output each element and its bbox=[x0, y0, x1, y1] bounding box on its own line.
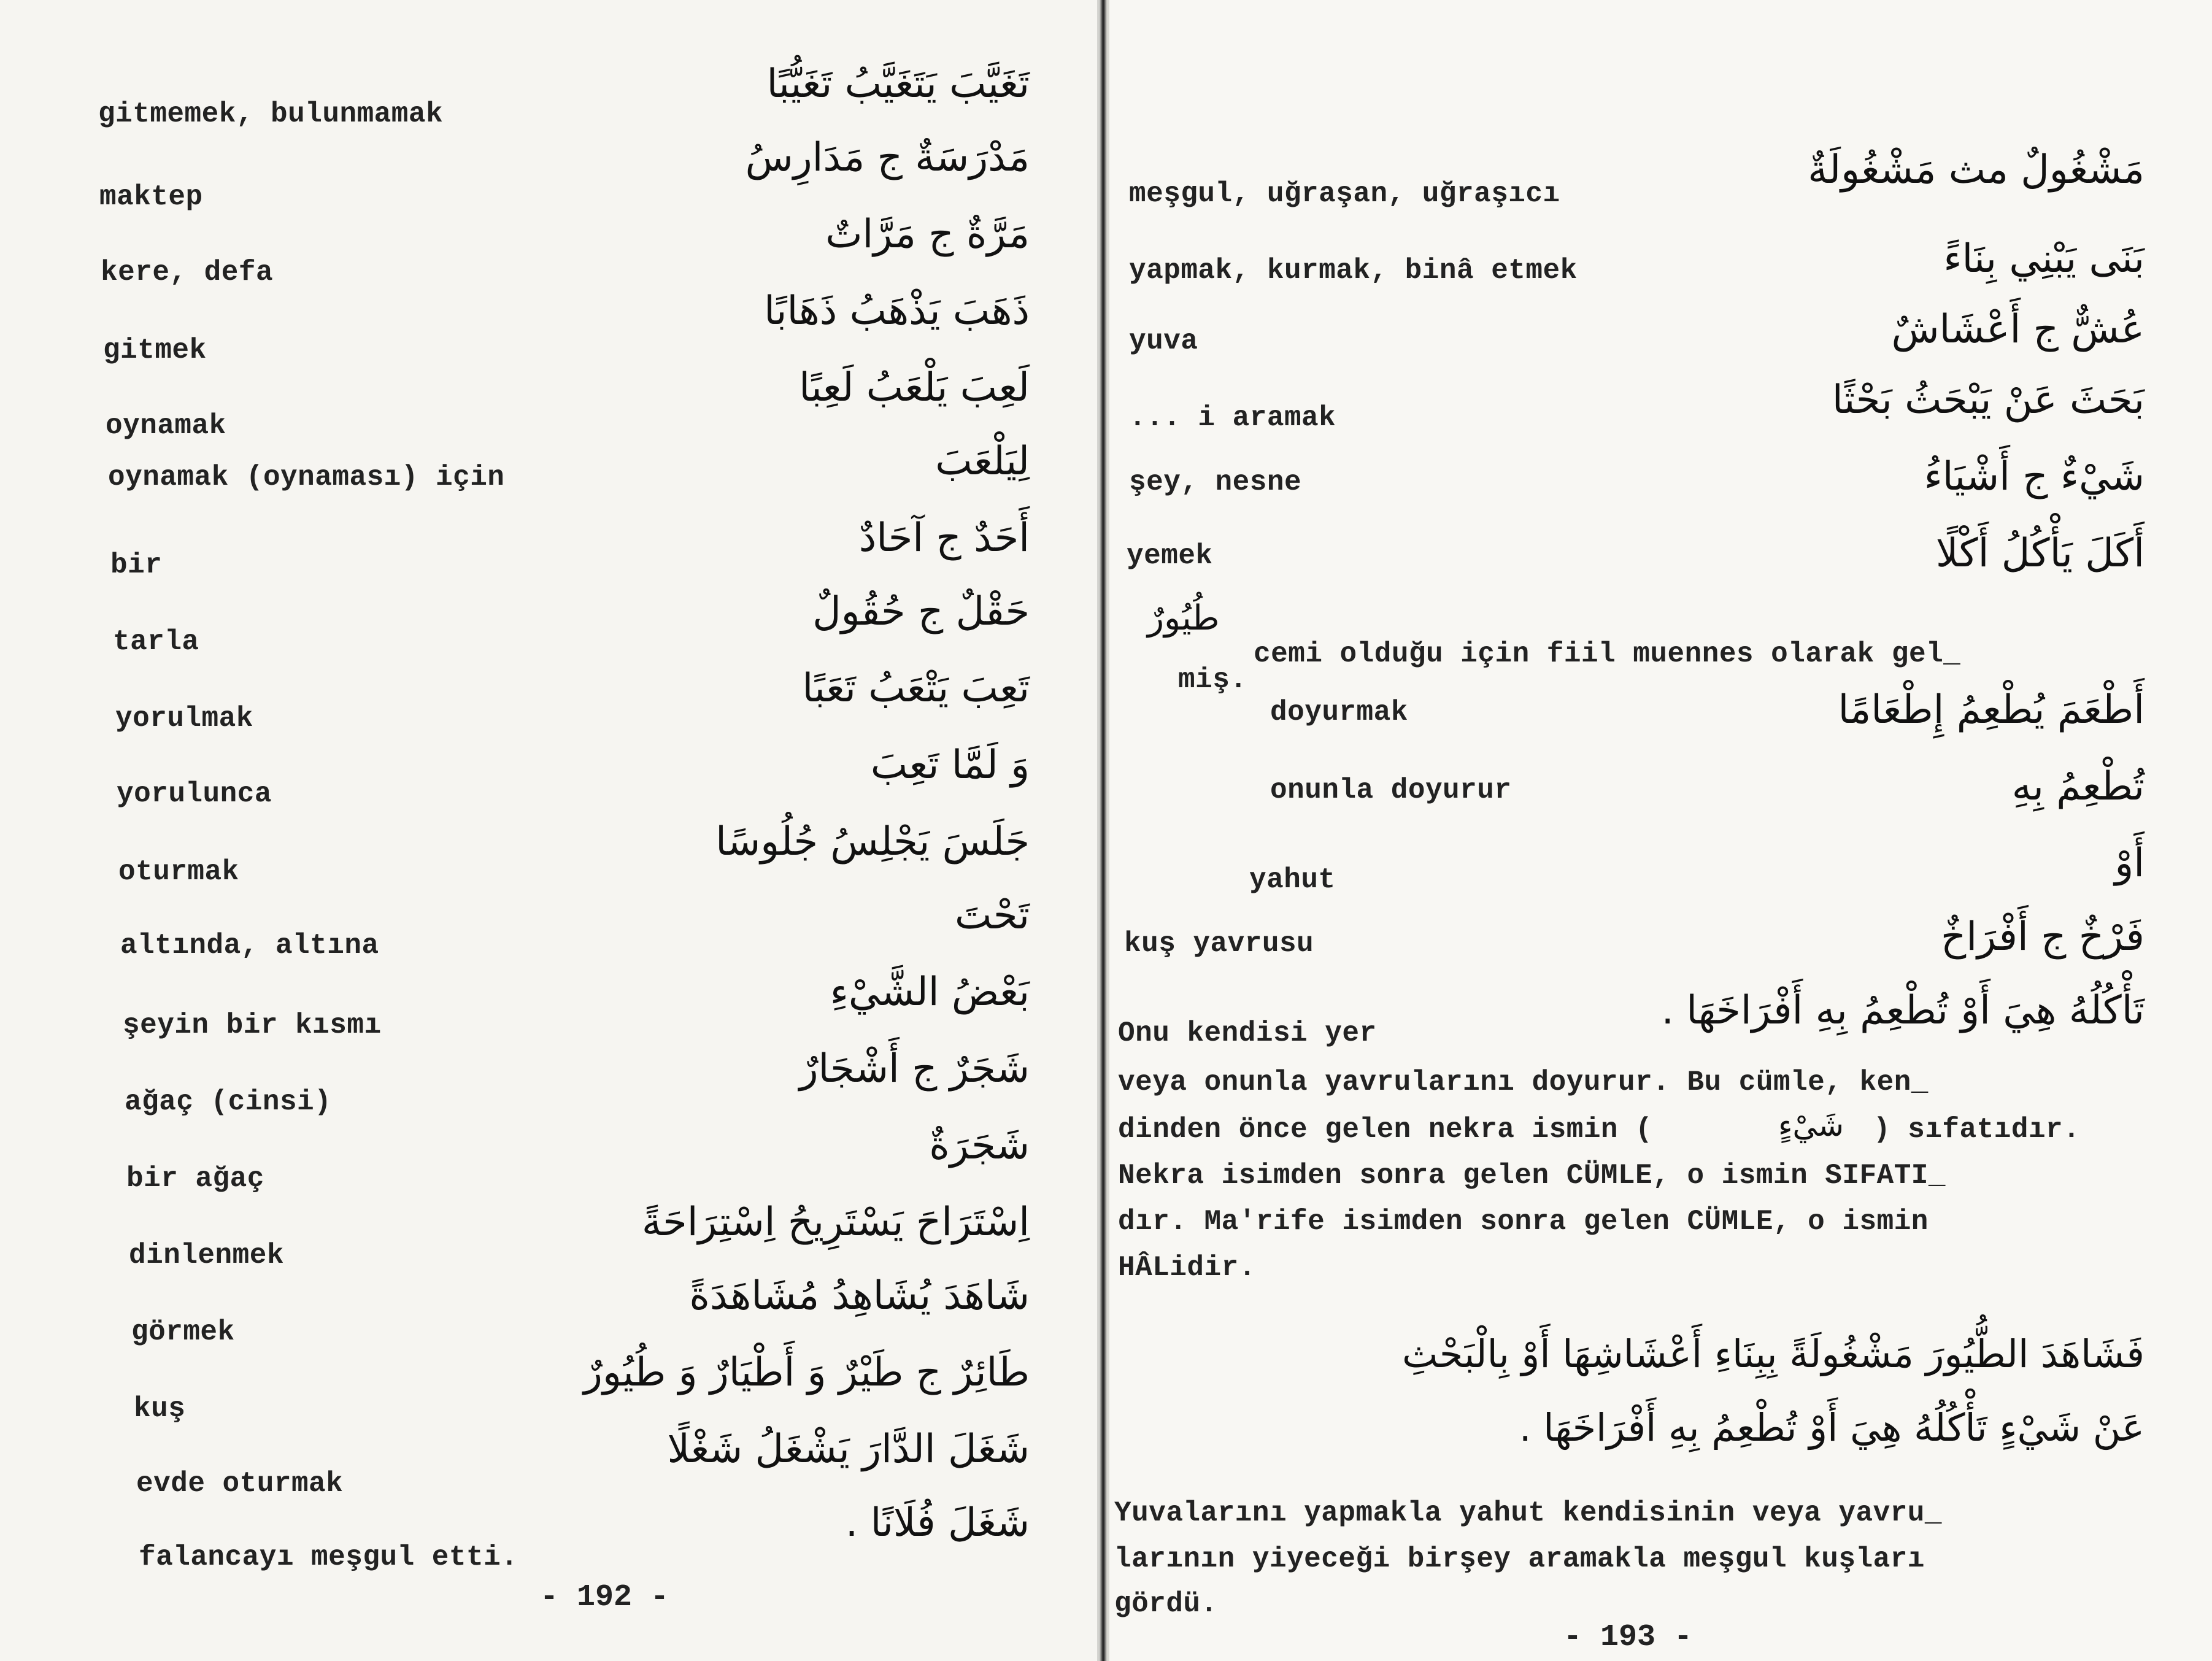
note-text: cemi olduğu için fiil muennes olarak gel_ bbox=[1254, 638, 1961, 670]
turkish-meaning: oynamak bbox=[106, 410, 226, 442]
turkish-meaning: dinlenmek bbox=[129, 1239, 284, 1271]
paragraph-line: veya onunla yavrularını doyurur. Bu cümle, ken_ bbox=[1118, 1066, 1929, 1098]
arabic-word: تَعِبَ يَتْعَبُ تَعَبًا bbox=[802, 666, 1030, 711]
arabic-word: شَغَلَ فُلَانًا . bbox=[845, 1500, 1030, 1546]
arabic-word: اِسْتَرَاحَ يَسْتَرِيحُ اِسْتِرَاحَةً bbox=[641, 1200, 1030, 1245]
turkish-meaning: gitmek bbox=[103, 334, 207, 366]
arabic-word: لَعِبَ يَلْعَبُ لَعِبًا bbox=[799, 365, 1030, 410]
paragraph-line: HÂLidir. bbox=[1118, 1252, 1256, 1284]
arabic-word: شَيْءٌ ج أَشْيَاءُ bbox=[1924, 454, 2145, 499]
arabic-word: مَدْرَسَةٌ ج مَدَارِسُ bbox=[745, 135, 1030, 180]
turkish-meaning: altında, altına bbox=[120, 930, 379, 962]
turkish-meaning: yuva bbox=[1129, 325, 1198, 357]
arabic-sentence: فَشَاهَدَ الطُّيُورَ مَشْغُولَةً بِبِنَاءِ أَعْشَاشِهَا أَوْ بِالْبَحْثِ bbox=[1402, 1331, 2145, 1376]
arabic-sentence: عَنْ شَيْءٍ تَأْكُلُهُ هِيَ أَوْ تُطْعِمُ بِهِ أَفْرَاخَهَا . bbox=[1519, 1405, 2145, 1450]
turkish-meaning: ağaç (cinsi) bbox=[125, 1086, 332, 1118]
paragraph-line: larının yiyeceği birşey aramakla meşgul kuşları bbox=[1114, 1543, 1925, 1575]
paragraph-line: ) sıfatıdır. bbox=[1873, 1114, 2081, 1146]
arabic-word: بَحَثَ عَنْ يَبْحَثُ بَحْثًا bbox=[1832, 377, 2145, 423]
arabic-word: تَغَيَّبَ يَتَغَيَّبُ تَغَيُّبًا bbox=[766, 61, 1030, 107]
turkish-meaning: görmek bbox=[131, 1316, 235, 1348]
arabic-word: أَوْ bbox=[2114, 841, 2145, 886]
turkish-meaning: falancayı meşgul etti. bbox=[139, 1541, 518, 1573]
arabic-word: بَنَى يَبْنِي بِنَاءً bbox=[1943, 236, 2145, 282]
arabic-inline-word: شَيْءٍ bbox=[1778, 1108, 1844, 1143]
arabic-word: جَلَسَ يَجْلِسُ جُلُوسًا bbox=[715, 819, 1030, 865]
arabic-word: ذَهَبَ يَذْهَبُ ذَهَابًا bbox=[764, 288, 1030, 334]
paragraph-line: Yuvalarını yapmakla yahut kendisinin veya yavru_ bbox=[1114, 1497, 1943, 1529]
arabic-word: شَاهَدَ يُشَاهِدُ مُشَاهَدَةً bbox=[689, 1273, 1030, 1319]
turkish-meaning: oynamak (oynaması) için bbox=[108, 461, 505, 493]
page-number: - 192 - bbox=[540, 1580, 669, 1615]
arabic-word: مَرَّةٌ ج مَرَّاتٌ bbox=[825, 212, 1030, 257]
turkish-meaning: kere, defa bbox=[101, 256, 274, 288]
turkish-meaning: oturmak bbox=[118, 856, 239, 888]
arabic-word: شَجَرَةٌ bbox=[929, 1123, 1030, 1168]
turkish-meaning: şeyin bir kısmı bbox=[123, 1009, 382, 1041]
arabic-sentence: تَأْكُلُهُ هِيَ أَوْ تُطْعِمُ بِهِ أَفْرَاخَهَا . bbox=[1661, 988, 2145, 1033]
turkish-meaning: bir bbox=[110, 549, 163, 581]
turkish-meaning: doyurmak bbox=[1270, 696, 1408, 728]
paragraph-line: dır. Ma'rife isimden sonra gelen CÜMLE, o ismin bbox=[1118, 1206, 1929, 1238]
turkish-meaning: evde oturmak bbox=[136, 1468, 344, 1500]
arabic-word: أَكَلَ يَأْكُلُ أَكْلًا bbox=[1935, 531, 2145, 576]
note-text: miş. bbox=[1178, 664, 1247, 696]
turkish-meaning: meşgul, uğraşan, uğraşıcı bbox=[1129, 178, 1560, 210]
left-page bbox=[0, 0, 1097, 1661]
arabic-word: أَحَدٌ ج آحَادٌ bbox=[858, 515, 1030, 561]
paragraph-line: gördü. bbox=[1114, 1588, 1218, 1620]
turkish-meaning: gitmemek, bulunmamak bbox=[98, 98, 444, 130]
arabic-word: شَغَلَ الدَّارَ يَشْغَلُ شَغْلًا bbox=[667, 1427, 1030, 1472]
arabic-word: أَطْعَمَ يُطْعِمُ إِطْعَامًا bbox=[1838, 687, 2145, 733]
page-number: - 193 - bbox=[1563, 1620, 1693, 1655]
turkish-meaning: tarla bbox=[113, 626, 199, 658]
arabic-word: لِيَلْعَبَ bbox=[935, 439, 1030, 484]
turkish-meaning: yapmak, kurmak, binâ etmek bbox=[1129, 255, 1578, 287]
arabic-word: بَعْضُ الشَّيْءِ bbox=[830, 969, 1030, 1015]
arabic-word: عُشٌّ ج أَعْشَاشٌ bbox=[1891, 307, 2145, 352]
paragraph-line: dinden önce gelen nekra ismin ( bbox=[1118, 1114, 1653, 1146]
arabic-word: طَائِرٌ ج طَيْرٌ وَ أَطْيَارٌ وَ طُيُورٌ bbox=[584, 1350, 1030, 1395]
right-page bbox=[1109, 0, 2212, 1661]
arabic-word: مَشْغُولٌ مث مَشْغُولَةٌ bbox=[1808, 147, 2145, 193]
arabic-word: حَقْلٌ ج حُقُولٌ bbox=[812, 589, 1030, 634]
arabic-word: تَحْتَ bbox=[955, 893, 1030, 938]
turkish-meaning: şey, nesne bbox=[1129, 466, 1302, 498]
turkish-meaning: yahut bbox=[1249, 864, 1336, 896]
turkish-meaning: yemek bbox=[1127, 540, 1213, 572]
arabic-word: وَ لَمَّا تَعِبَ bbox=[870, 742, 1030, 788]
arabic-word: تُطْعِمُ بِهِ bbox=[2011, 764, 2145, 809]
paragraph-line: Nekra isimden sonra gelen CÜMLE, o ismin SIFATI_ bbox=[1118, 1160, 1946, 1192]
turkish-meaning: ... i aramak bbox=[1129, 402, 1336, 434]
turkish-meaning: onunla doyurur bbox=[1270, 774, 1512, 806]
turkish-meaning: yorulunca bbox=[117, 778, 272, 810]
turkish-meaning: bir ağaç bbox=[126, 1163, 264, 1195]
arabic-word: فَرْخٌ ج أَفْرَاخٌ bbox=[1941, 914, 2145, 960]
turkish-meaning: kuş bbox=[134, 1393, 186, 1425]
note-arabic-word: طُيُورٌ bbox=[1147, 598, 1220, 638]
turkish-meaning: kuş yavrusu bbox=[1124, 928, 1314, 960]
turkish-meaning: yorulmak bbox=[115, 703, 253, 734]
paragraph-line: Onu kendisi yer bbox=[1118, 1017, 1377, 1049]
arabic-word: شَجَرٌ ج أَشْجَارٌ bbox=[799, 1046, 1030, 1092]
turkish-meaning: maktep bbox=[99, 181, 203, 213]
